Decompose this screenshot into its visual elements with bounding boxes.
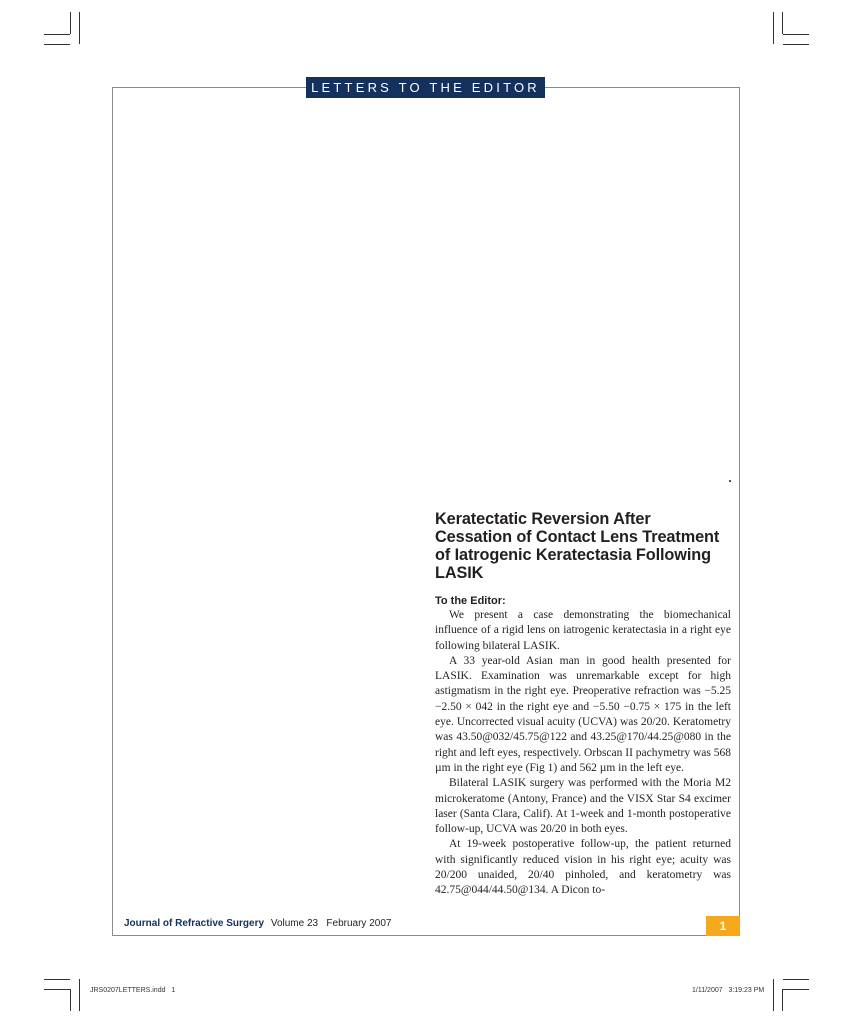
volume-date: Volume 23 February 2007 bbox=[270, 918, 392, 929]
crop-mark bbox=[44, 989, 70, 990]
body-paragraph: We present a case demonstrating the biomechanical influence of a rigid lens on iatrogenic keratectasia in a right eye following bilateral LASIK. bbox=[435, 609, 731, 652]
crop-mark bbox=[70, 12, 71, 34]
section-banner: LETTERS TO THE EDITOR bbox=[306, 77, 545, 98]
crop-mark bbox=[70, 989, 71, 1011]
crop-mark bbox=[79, 979, 80, 1011]
body-paragraph: At 19-week postoperative follow-up, the patient returned with significantly reduced vision in his right eye; acuity was 20/200 unaided, 20/40 pinholed, and keratometry was 42.75@044/44.50@134. A Dicon to- bbox=[435, 838, 731, 897]
stray-mark bbox=[729, 480, 731, 482]
slug-filename: JRS0207LETTERS.indd 1 bbox=[90, 987, 176, 994]
crop-mark bbox=[773, 979, 774, 1011]
crop-mark bbox=[783, 979, 809, 980]
salutation: To the Editor: bbox=[435, 595, 506, 607]
page-number-badge: 1 bbox=[706, 916, 740, 936]
crop-mark bbox=[44, 34, 70, 35]
crop-mark bbox=[783, 34, 809, 35]
article-title: Keratectatic Reversion After Cessation of Contact Lens Treatment of Iatrogenic Keratectasia Following LASIK bbox=[435, 510, 720, 582]
crop-mark bbox=[783, 989, 809, 990]
crop-mark bbox=[782, 12, 783, 34]
crop-mark bbox=[783, 44, 809, 45]
crop-mark bbox=[782, 989, 783, 1011]
article bbox=[435, 510, 731, 899]
body-paragraph: A 33 year-old Asian man in good health presented for LASIK. Examination was unremarkable except for high astigmatism in the right eye. Preoperative refraction was −5.25 −2.50 × 042 in the right eye and −5.50 −0.75 × 175 in the left eye. Uncorrected visual acuity (UCVA) was 20/20. Keratometry was 43.50@032/45.75@122 and 43.25@170/44.25@080 in the right and left eyes, respectively. Orbscan II pachymetry was 568 µm in the right eye (Fig 1) and 562 µm in the left eye. bbox=[435, 654, 731, 774]
running-footer bbox=[124, 918, 391, 929]
crop-mark bbox=[773, 12, 774, 44]
slug-timestamp: 1/11/2007 3:19:23 PM bbox=[692, 987, 765, 994]
crop-mark bbox=[44, 44, 70, 45]
crop-mark bbox=[44, 979, 70, 980]
journal-name: Journal of Refractive Surgery bbox=[124, 918, 265, 929]
crop-mark bbox=[79, 12, 80, 44]
body-paragraph: Bilateral LASIK surgery was performed with the Moria M2 microkeratome (Antony, France) and the VISX Star S4 excimer laser (Santa Clara, Calif). At 1-week and 1-month postoperative follow-up, UCVA was 20/20 in both eyes. bbox=[435, 777, 731, 836]
